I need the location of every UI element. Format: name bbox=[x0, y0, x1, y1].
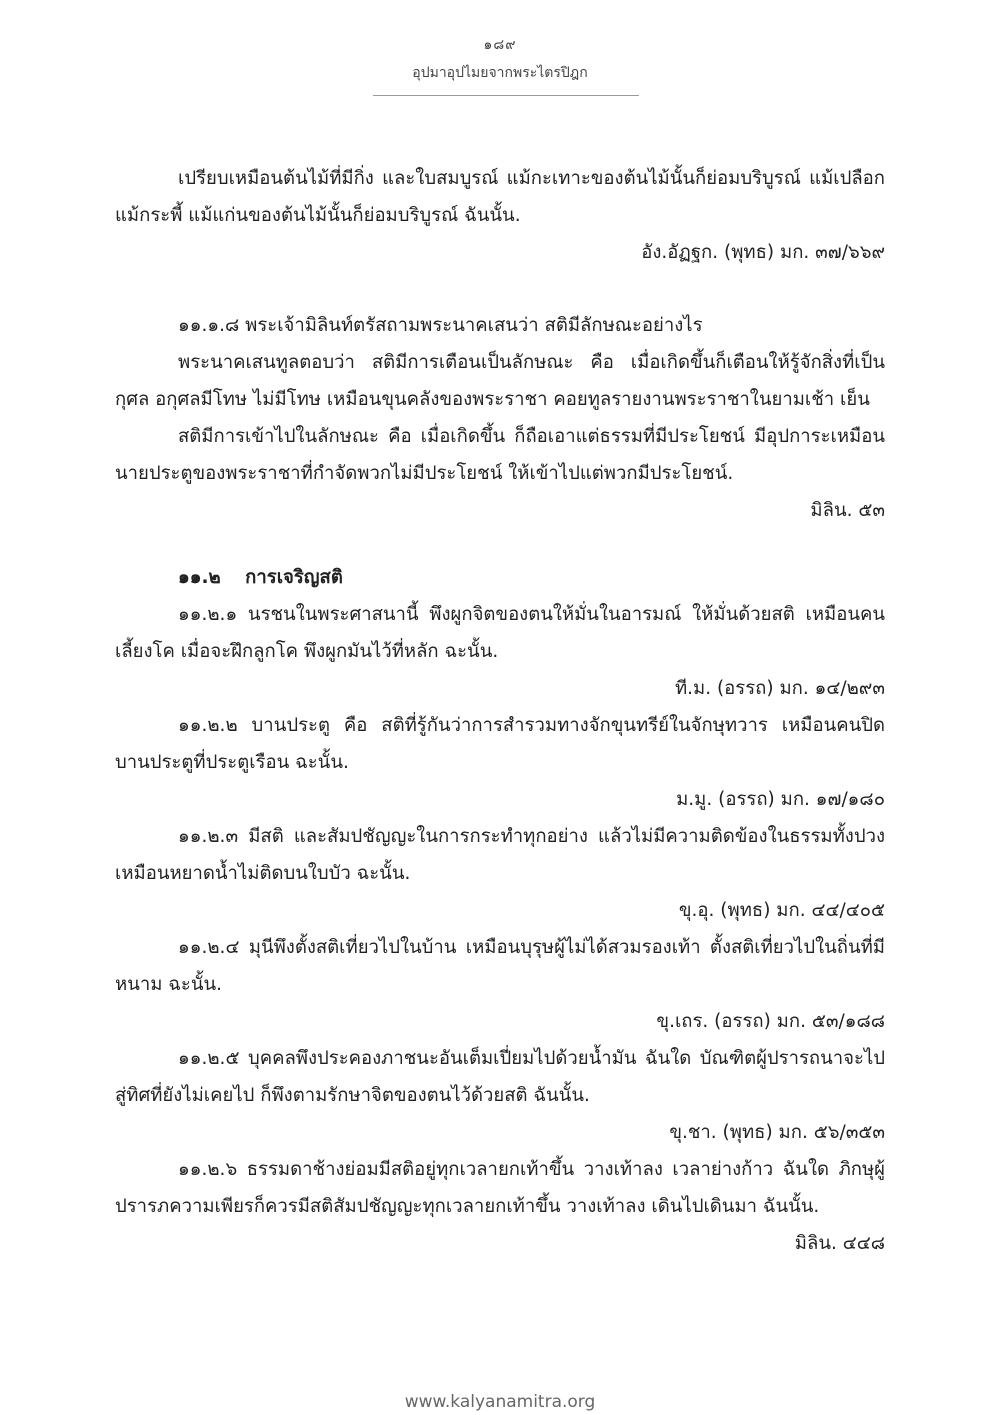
section-number: ๑๑.๒ bbox=[178, 567, 221, 588]
footer-url: www.kalyanamitra.org bbox=[404, 1392, 596, 1412]
citation: ม.มู. (อรรถ) มก. ๑๗/๑๘๐ bbox=[676, 789, 885, 810]
paragraph: เปรียบเหมือนต้นไม้ที่มีกิ่ง และใบสมบูรณ์ แม้กะเทาะของต้นไม้นั้นก็ย่อมบริบูรณ์ แม้เปลือก แม้กระพี้ แม้แก่นของต้นไม้นั้นก็ย่อมบริบูรณ์ ฉันนั้น. bbox=[115, 168, 885, 226]
list-item: ๑๑.๒.๕ บุคคลพึงประคองภาชนะอันเต็มเปี่ยมไปด้วยน้ำมัน ฉันใด บัณฑิตผู้ปรารถนาจะไปสู่ทิศที่ยังไม่เคยไป ก็พึงตามรักษาจิตของตนไว้ด้วยสติ ฉันนั้น. bbox=[115, 1048, 885, 1106]
section-title: การเจริญสติ bbox=[245, 567, 343, 588]
citation: ที.ม. (อรรถ) มก. ๑๔/๒๙๓ bbox=[674, 678, 885, 699]
page-header bbox=[0, 34, 1000, 84]
page-number: ๑๘๙ bbox=[483, 37, 517, 53]
citation: อัง.อัฏฐก. (พุทธ) มก. ๓๗/๖๖๙ bbox=[641, 242, 885, 263]
citation: ขุ.อุ. (พุทธ) มก. ๔๔/๔๐๕ bbox=[678, 900, 885, 921]
page-body bbox=[115, 160, 885, 1262]
list-item: ๑๑.๒.๒ บานประตู คือ สติที่รู้กันว่าการสำรวมทางจักขุนทรีย์ในจักษุทวาร เหมือนคนปิดบานประตูที่ประตูเรือน ฉะนั้น. bbox=[115, 715, 885, 773]
citation: ขุ.ชา. (พุทธ) มก. ๕๖/๓๕๓ bbox=[669, 1122, 885, 1143]
list-item: ๑๑.๒.๓ มีสติ และสัมปชัญญะในการกระทำทุกอย่าง แล้วไม่มีความติดข้องในธรรมทั้งปวง เหมือนหยาดน้ำไม่ติดบนใบบัว ฉะนั้น. bbox=[115, 826, 885, 884]
citation: มิลิน. ๔๔๘ bbox=[794, 1233, 885, 1254]
citation: ขุ.เถร. (อรรถ) มก. ๕๓/๑๘๘ bbox=[656, 1011, 885, 1032]
paragraph: ๑๑.๑.๘ พระเจ้ามิลินท์ตรัสถามพระนาคเสนว่า สติมีลักษณะอย่างไร bbox=[178, 315, 703, 336]
header-divider bbox=[373, 95, 639, 96]
list-item: ๑๑.๒.๑ นรชนในพระศาสนานี้ พึงผูกจิตของตนให้มั่นในอารมณ์ ให้มั่นด้วยสติ เหมือนคนเลี้ยงโค เมื่อจะฝึกลูกโค พึงผูกมันไว้ที่หลัก ฉะนั้น. bbox=[115, 604, 885, 662]
section-heading bbox=[115, 559, 885, 596]
running-title: อุปมาอุปไมยจากพระไตรปิฎก bbox=[412, 65, 588, 81]
citation: มิลิน. ๕๓ bbox=[810, 500, 885, 521]
paragraph: พระนาคเสนทูลตอบว่า สติมีการเตือนเป็นลักษณะ คือ เมื่อเกิดขึ้นก็เตือนให้รู้จักสิ่งที่เป็นกุศล อกุศลมีโทษ ไม่มีโทษ เหมือนขุนคลังของพระราชา คอยทูลรายงานพระราชาในยามเช้า เย็น bbox=[115, 352, 885, 410]
list-item: ๑๑.๒.๔ มุนีพึงตั้งสติเที่ยวไปในบ้าน เหมือนบุรุษผู้ไม่ได้สวมรองเท้า ตั้งสติเที่ยวไปในถิ่นที่มีหนาม ฉะนั้น. bbox=[115, 937, 885, 995]
list-item: ๑๑.๒.๖ ธรรมดาช้างย่อมมีสติอยู่ทุกเวลายกเท้าขึ้น วางเท้าลง เวลาย่างก้าว ฉันใด ภิกษุผู้ปรารภความเพียรก็ควรมีสติสัมปชัญญะทุกเวลายกเท้าขึ้น วางเท้าลง เดินไปเดินมา ฉันนั้น. bbox=[115, 1159, 885, 1217]
paragraph: สติมีการเข้าไปในลักษณะ คือ เมื่อเกิดขึ้น ก็ถือเอาแต่ธรรมที่มีประโยชน์ มีอุปการะเหมือนนายประตูของพระราชาที่กำจัดพวกไม่มีประโยชน์ ให้เข้าไปแต่พวกมีประโยชน์. bbox=[115, 426, 885, 484]
